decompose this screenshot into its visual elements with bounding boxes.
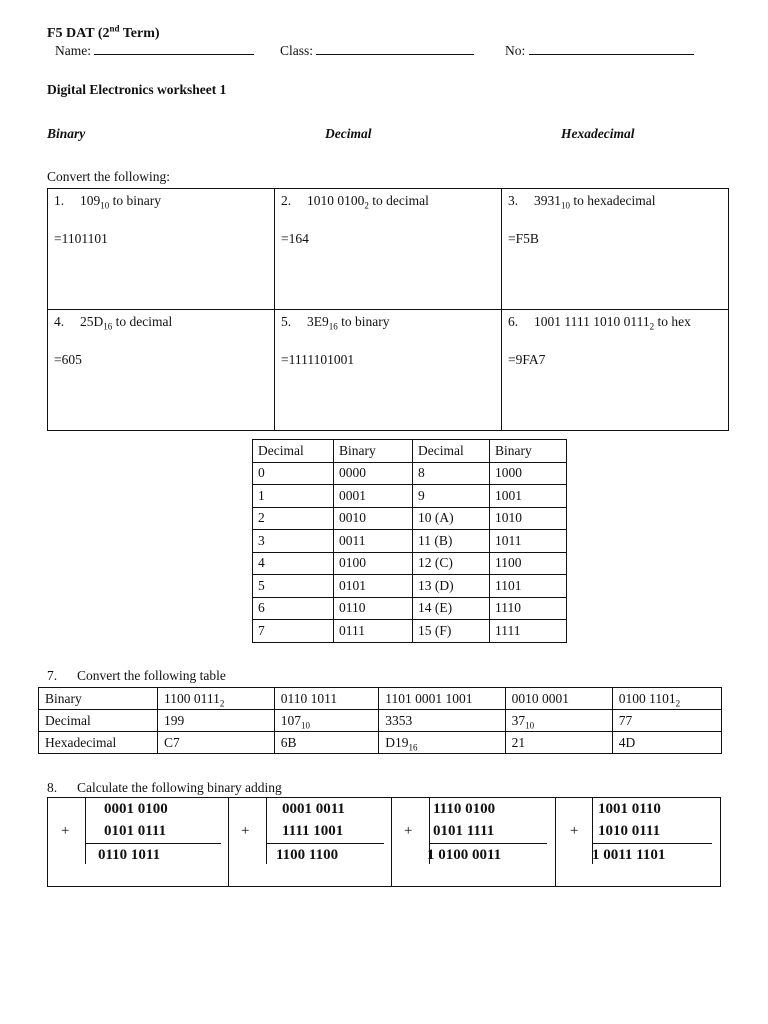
column-header: Decimal xyxy=(253,440,334,463)
number-blank[interactable] xyxy=(529,43,694,55)
cell-value: 21 xyxy=(511,734,526,750)
cell-value: 199 xyxy=(164,712,185,728)
cell-value: 37 xyxy=(511,712,526,728)
title-text: F5 DAT (2 xyxy=(47,26,110,41)
answer[interactable]: =605 xyxy=(54,352,82,367)
table-cell: 1000 xyxy=(490,462,567,485)
table-cell: 15 (F) xyxy=(413,620,490,643)
table-cell: 0111 xyxy=(334,620,413,643)
question-number: 4. xyxy=(54,314,65,329)
table-cell: 1101 xyxy=(490,575,567,598)
conversion-table xyxy=(38,687,722,754)
adding-problem xyxy=(556,798,720,886)
addend-2: 1111 1001 xyxy=(282,823,344,839)
addend-2: 1010 0111 xyxy=(598,823,661,839)
answer[interactable]: =F5B xyxy=(508,231,539,246)
question-value: 3931 xyxy=(534,193,561,208)
table-cell[interactable] xyxy=(612,688,721,710)
question-number: 7. xyxy=(47,668,58,683)
question-instruction: to binary xyxy=(337,314,390,329)
table-row xyxy=(39,710,722,732)
conversion-question xyxy=(281,193,495,209)
table-row xyxy=(253,485,567,508)
subject-decimal: Decimal xyxy=(325,126,372,141)
conversion-cell xyxy=(502,310,729,431)
title-text-end: Term) xyxy=(119,26,160,41)
table-row xyxy=(39,688,722,710)
conversion-question xyxy=(54,314,268,330)
question-number: 2. xyxy=(281,193,292,208)
table-cell[interactable] xyxy=(158,710,275,732)
sum-line xyxy=(592,843,712,844)
table-cell: 3 xyxy=(253,530,334,553)
conversion-cell xyxy=(48,189,275,310)
answer[interactable]: =164 xyxy=(281,231,309,246)
table-cell: 1011 xyxy=(490,530,567,553)
cell-value: 0010 0001 xyxy=(511,690,569,706)
sum-answer[interactable]: 1 0011 1101 xyxy=(592,847,666,863)
conversion-question xyxy=(281,314,495,330)
table-cell: 2 xyxy=(253,507,334,530)
answer[interactable]: =1111101001 xyxy=(281,352,355,367)
plus-sign: + xyxy=(241,823,250,839)
table-cell[interactable] xyxy=(274,732,378,754)
adding-problem xyxy=(48,798,229,886)
cell-value: 0100 1101 xyxy=(618,690,676,706)
table-cell: 10 (A) xyxy=(413,507,490,530)
question-7-heading xyxy=(47,668,226,684)
question-value: 1001 1111 1010 0111 xyxy=(534,314,650,329)
cell-value: 1100 0111 xyxy=(164,690,220,706)
table-cell[interactable] xyxy=(274,688,378,710)
question-instruction: to binary xyxy=(109,193,161,208)
cell-value: 3353 xyxy=(385,712,413,728)
table-cell: 9 xyxy=(413,485,490,508)
answer[interactable]: =1101101 xyxy=(54,231,108,246)
conversion-cell xyxy=(502,189,729,310)
reference-table xyxy=(252,439,567,643)
row-label: Decimal xyxy=(39,710,158,732)
table-cell: 1110 xyxy=(490,597,567,620)
worksheet-title: Digital Electronics worksheet 1 xyxy=(47,82,227,97)
binary-adding-grid xyxy=(47,797,721,887)
column-header: Binary xyxy=(490,440,567,463)
conversion-row xyxy=(48,310,729,431)
table-row xyxy=(253,507,567,530)
table-cell: 1001 xyxy=(490,485,567,508)
table-row xyxy=(253,530,567,553)
table-row xyxy=(39,732,722,754)
addend-1: 1110 0100 xyxy=(433,801,496,817)
table-cell: 12 (C) xyxy=(413,552,490,575)
number-base: 10 xyxy=(561,200,570,211)
sum-answer[interactable]: 0110 1011 xyxy=(98,847,161,863)
question-instruction: to decimal xyxy=(368,193,429,208)
table-cell: 14 (E) xyxy=(413,597,490,620)
conversion-cell xyxy=(275,189,502,310)
number-base: 10 xyxy=(525,720,535,731)
question-number: 5. xyxy=(281,314,292,329)
sum-answer[interactable]: 1100 1100 xyxy=(276,847,339,863)
class-field[interactable] xyxy=(280,43,474,59)
table-cell: 0 xyxy=(253,462,334,485)
cell-value: 107 xyxy=(280,712,302,728)
table-cell: 0100 xyxy=(334,552,413,575)
divider-line xyxy=(85,798,86,864)
subject-binary: Binary xyxy=(47,126,86,141)
plus-sign: + xyxy=(61,823,70,839)
question-value: 1010 0100 xyxy=(307,193,365,208)
answer[interactable]: =9FA7 xyxy=(508,352,546,367)
table-row xyxy=(253,552,567,575)
table-cell[interactable] xyxy=(612,732,721,754)
table-cell: 5 xyxy=(253,575,334,598)
cell-value: D19 xyxy=(385,734,409,750)
table-cell[interactable] xyxy=(505,688,612,710)
row-label: Hexadecimal xyxy=(39,732,158,754)
sum-line xyxy=(85,843,221,844)
question-number: 3. xyxy=(508,193,519,208)
convert-heading: Convert the following: xyxy=(47,169,170,184)
table-cell[interactable] xyxy=(379,710,505,732)
conversion-question xyxy=(54,193,268,209)
table-cell: 13 (D) xyxy=(413,575,490,598)
number-base: 16 xyxy=(408,742,418,753)
number-base: 16 xyxy=(328,321,338,332)
column-header: Binary xyxy=(334,440,413,463)
sum-answer[interactable]: 1 0100 0011 xyxy=(427,847,502,863)
table-cell: 0110 xyxy=(334,597,413,620)
question-value: 109 xyxy=(80,193,101,208)
question-text: Calculate the following binary adding xyxy=(77,780,282,795)
table-row xyxy=(253,597,567,620)
table-cell: 1111 xyxy=(490,620,567,643)
sum-line xyxy=(429,843,547,844)
table-cell[interactable] xyxy=(379,688,505,710)
conversion-question xyxy=(508,314,722,330)
addend-1: 1001 0110 xyxy=(598,801,661,817)
sum-line xyxy=(266,843,384,844)
table-cell: 6 xyxy=(253,597,334,620)
addend-2: 0101 1111 xyxy=(433,823,495,839)
adding-problem xyxy=(392,798,556,886)
question-value: 3E9 xyxy=(307,314,329,329)
table-cell: 1 xyxy=(253,485,334,508)
table-cell: 1100 xyxy=(490,552,567,575)
cell-value: 4D xyxy=(618,734,636,750)
number-base: 10 xyxy=(301,720,311,731)
conversion-cell xyxy=(48,310,275,431)
table-cell[interactable] xyxy=(274,710,378,732)
question-number: 6. xyxy=(508,314,519,329)
question-number: 8. xyxy=(47,780,58,795)
question-instruction: to decimal xyxy=(112,314,173,329)
table-cell[interactable] xyxy=(505,710,612,732)
addend-1: 0001 0011 xyxy=(282,801,345,817)
question-8-heading xyxy=(47,780,282,796)
number-base: 2 xyxy=(649,321,655,332)
cell-value: 1101 0001 1001 xyxy=(385,690,473,706)
question-value: 25D xyxy=(80,314,104,329)
cell-value: 0110 1011 xyxy=(280,690,338,706)
plus-sign: + xyxy=(404,823,413,839)
conversion-row xyxy=(48,189,729,310)
question-instruction: to hex xyxy=(654,314,691,329)
table-cell: 7 xyxy=(253,620,334,643)
table-cell: 1010 xyxy=(490,507,567,530)
name-blank[interactable] xyxy=(94,43,254,55)
table-cell: 4 xyxy=(253,552,334,575)
cell-value: 6B xyxy=(280,734,297,750)
row-label: Binary xyxy=(39,688,158,710)
table-cell: 0011 xyxy=(334,530,413,553)
number-base: 2 xyxy=(675,698,681,709)
conversion-grid xyxy=(47,188,729,431)
name-field[interactable] xyxy=(55,43,254,59)
cell-value: 77 xyxy=(618,712,633,728)
number-field[interactable] xyxy=(505,43,694,59)
name-label: Name: xyxy=(55,43,91,58)
number-base: 16 xyxy=(103,321,113,332)
addend-2: 0101 0111 xyxy=(104,823,167,839)
title-superscript: nd xyxy=(109,23,120,34)
table-cell: 0010 xyxy=(334,507,413,530)
subject-hexadecimal: Hexadecimal xyxy=(561,126,635,141)
adding-problem xyxy=(229,798,392,886)
number-base: 2 xyxy=(364,200,369,211)
number-label: No: xyxy=(505,43,526,58)
table-row xyxy=(253,462,567,485)
table-cell: 8 xyxy=(413,462,490,485)
conversion-cell xyxy=(275,310,502,431)
table-cell: 11 (B) xyxy=(413,530,490,553)
number-base: 10 xyxy=(100,200,110,211)
question-number: 1. xyxy=(54,193,65,208)
table-row xyxy=(253,575,567,598)
question-text: Convert the following table xyxy=(77,668,226,683)
table-cell[interactable] xyxy=(158,732,275,754)
class-label: Class: xyxy=(280,43,314,58)
table-cell: 0101 xyxy=(334,575,413,598)
page-title xyxy=(47,23,160,42)
column-header: Decimal xyxy=(413,440,490,463)
conversion-question xyxy=(508,193,722,209)
cell-value: C7 xyxy=(164,734,180,750)
table-cell: 0001 xyxy=(334,485,413,508)
table-cell: 0000 xyxy=(334,462,413,485)
table-cell[interactable] xyxy=(612,710,721,732)
question-instruction: to hexadecimal xyxy=(570,193,656,208)
number-base: 2 xyxy=(219,698,225,709)
addend-1: 0001 0100 xyxy=(104,801,168,817)
table-cell[interactable] xyxy=(379,732,505,754)
class-blank[interactable] xyxy=(316,43,474,55)
divider-line xyxy=(266,798,267,864)
table-cell[interactable] xyxy=(158,688,275,710)
plus-sign: + xyxy=(570,823,579,839)
table-cell[interactable] xyxy=(505,732,612,754)
table-row xyxy=(253,620,567,643)
table-header-row xyxy=(253,440,567,463)
